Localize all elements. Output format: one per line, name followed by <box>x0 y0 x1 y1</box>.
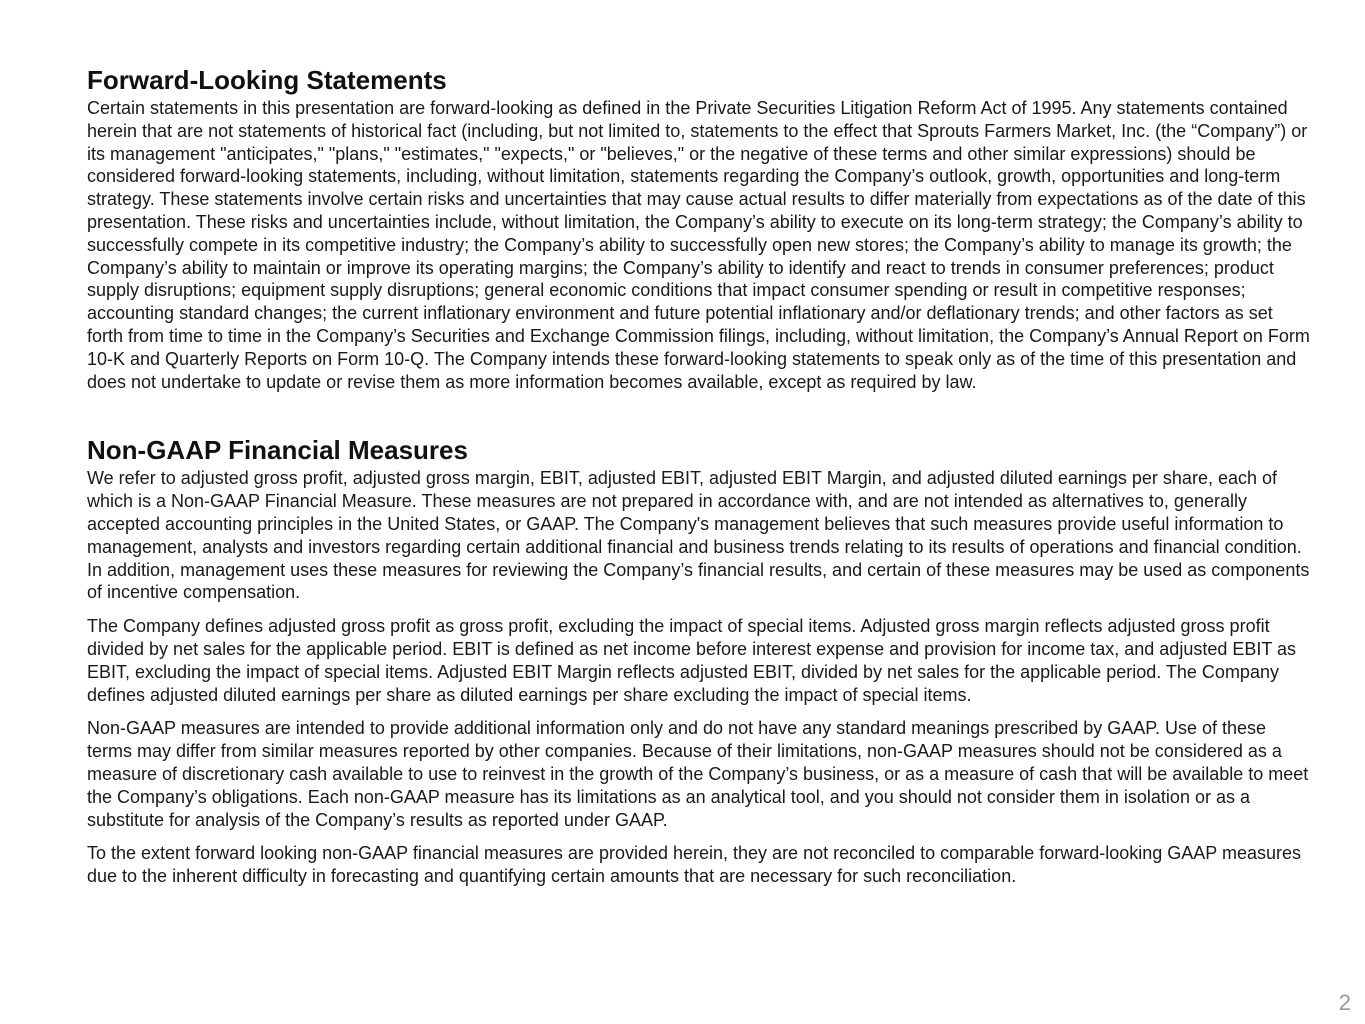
non-gaap-paragraph-4: To the extent forward looking non-GAAP financial measures are provided herein, they are not reconciled to comparable forward-looking GAAP measures due to the inherent difficulty in forecasting and quantifying certain amounts that are necessary for such reconciliation. <box>87 843 1301 887</box>
forward-looking-section <box>87 64 1312 393</box>
forward-looking-heading: Forward-Looking Statements <box>87 65 447 95</box>
non-gaap-paragraph-2: The Company defines adjusted gross profit as gross profit, excluding the impact of special items. Adjusted gross margin reflects adjusted gross profit divided by net sales for the applicable period. EBIT is defined as net income before interest expense and provision for income tax, and adjusted EBIT as EBIT, excluding the impact of special items. Adjusted EBIT Margin reflects adjusted EBIT, divided by net sales for the applicable period. The Company defines adjusted diluted earnings per share as diluted earnings per share excluding the impact of special items. <box>87 616 1297 705</box>
non-gaap-paragraph-1: We refer to adjusted gross profit, adjusted gross margin, EBIT, adjusted EBIT, adjusted EBIT Margin, and adjusted diluted earnings per share, each of which is a Non-GAAP Financial Measure. These measures are not prepared in accordance with, and are not intended as alternatives to, generally accepted accounting principles in the United States, or GAAP. The Company's management believes that such measures provide useful information to management, analysts and investors regarding certain additional financial and business trends relating to its results of operations and financial condition. In addition, management uses these measures for reviewing the Company’s financial results, and certain of these measures may be used as components of incentive compensation. <box>87 468 1310 603</box>
slide-content <box>87 64 1312 899</box>
non-gaap-paragraph-3: Non-GAAP measures are intended to provide additional information only and do not have any standard meanings prescribed by GAAP. Use of these terms may differ from similar measures reported by other companies. Because of their limitations, non-GAAP measures should not be considered as a measure of discretionary cash available to use to reinvest in the growth of the Company’s business, or as a measure of cash that will be available to meet the Company’s obligations. Each non-GAAP measure has its limitations as an analytical tool, and you should not consider them in isolation or as a substitute for analysis of the Company’s results as reported under GAAP. <box>87 718 1309 830</box>
page-number: 2 <box>1338 990 1351 1015</box>
non-gaap-section <box>87 434 1312 888</box>
non-gaap-heading: Non-GAAP Financial Measures <box>87 435 468 466</box>
forward-looking-body: Certain statements in this presentation are forward-looking as defined in the Private Securities Litigation Reform Act of 1995. Any statements contained herein that are not statements of historical fact (including, but not limited to, statements to the effect that Sprouts Farmers Market, Inc. (the “Company”) or its management "anticipates," "plans," "estimates," "expects," or "believes," or the negative of these terms and other similar expressions) should be considered forward-looking statements, including, without limitation, statements regarding the Company’s outlook, growth, opportunities and long-term strategy. These statements involve certain risks and uncertainties that may cause actual results to differ materially from expectations as of the date of this presentation. These risks and uncertainties include, without limitation, the Company’s ability to execute on its long-term strategy; the Company’s ability to successfully compete in its competitive industry; the Company’s ability to successfully open new stores; the Company’s ability to manage its growth; the Company’s ability to maintain or improve its operating margins; the Company’s ability to identify and react to trends in consumer preferences; product supply disruptions; equipment supply disruptions; general economic conditions that impact consumer spending or result in competitive responses; accounting standard changes; the current inflationary environment and future potential inflationary and/or deflationary trends; and other factors as set forth from time to time in the Company’s Securities and Exchange Commission filings, including, without limitation, the Company’s Annual Report on Form 10-K and Quarterly Reports on Form 10-Q. The Company intends these forward-looking statements to speak only as of the time of this presentation and does not undertake to update or revise them as more information becomes available, except as required by law. <box>87 98 1310 392</box>
